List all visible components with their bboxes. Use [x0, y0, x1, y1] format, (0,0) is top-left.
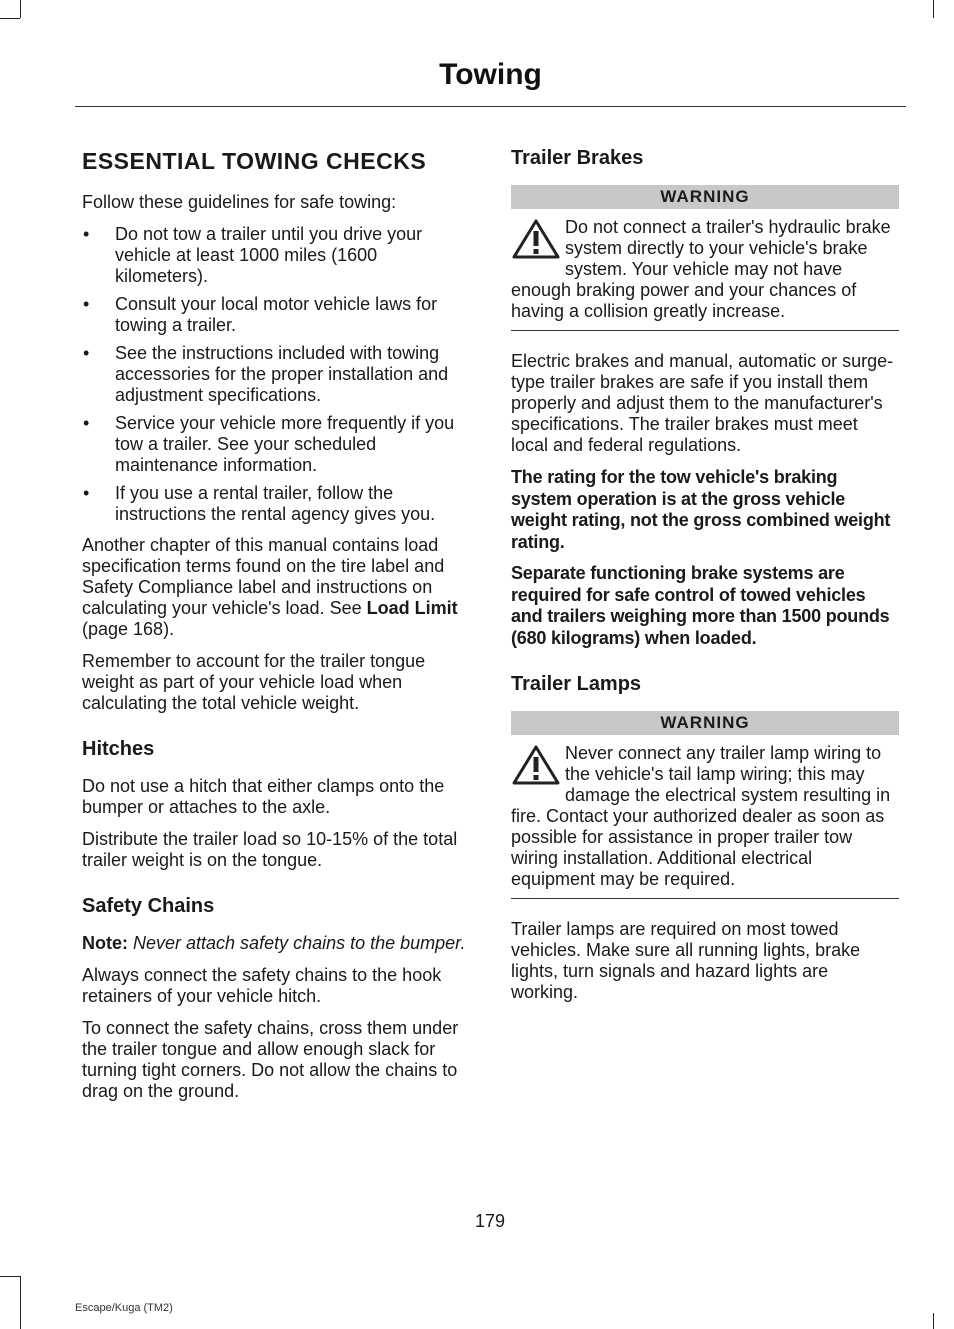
trailer-brakes-heading: Trailer Brakes	[511, 147, 644, 169]
list-item: • Consult your local motor vehicle laws for towing a trailer.	[83, 294, 438, 335]
list-item: • Service your vehicle more frequently if you tow a trailer. See your scheduled maintenance information.	[83, 413, 455, 475]
load-paragraph: Another chapter of this manual contains load specification terms found on the tire label and Safety Compliance label and instructions on calculating your vehicle's load. See Load Limit (page 168).	[82, 535, 458, 639]
bullet-icon: •	[83, 483, 90, 503]
hitches-paragraph: Distribute the trailer load so 10-15% of the total trailer weight is on the tongue.	[82, 829, 458, 870]
page-number: 179	[474, 1211, 506, 1231]
note-paragraph: Note: Never attach safety chains to the bumper.	[82, 933, 466, 953]
bullet-icon: •	[83, 343, 90, 363]
crop-mark	[20, 0, 21, 18]
warning-text: Never connect any trailer lamp wiring to the vehicle's tail lamp wiring; this may damage the electrical system resulting in fire. Contact your authorized dealer as soon as possible for assistance in proper trailer tow wiring installation. Additional electrical equipment may be required.	[511, 743, 899, 899]
warning-triangle-icon	[511, 217, 561, 261]
section-heading: ESSENTIAL TOWING CHECKS	[82, 148, 427, 174]
chains-paragraph: To connect the safety chains, cross them under the trailer tongue and allow enough slack for turning tight corners. Do not allow the chains to drag on the ground.	[82, 1018, 459, 1101]
warning-text: Do not connect a trailer's hydraulic brake system directly to your vehicle's brake system. Your vehicle may not have enough braking power and your chances of having a collision greatly increase.	[511, 217, 899, 331]
crop-mark	[20, 1276, 21, 1329]
brakes-rating-note: The rating for the tow vehicle's braking system operation is at the gross vehicle weight rating, not the gross combined weight rating.	[511, 467, 891, 552]
safety-chains-heading: Safety Chains	[82, 895, 215, 917]
brakes-separate-note: Separate functioning brake systems are required for safe control of towed vehicles and trailers weighing more than 1500 pounds (680 kilograms) when loaded.	[511, 563, 890, 648]
load-limit-link[interactable]: Load Limit	[366, 598, 458, 618]
guidelines-list	[82, 224, 472, 525]
crop-mark	[0, 18, 20, 19]
tongue-paragraph: Remember to account for the trailer tongue weight as part of your vehicle load when calculating the total vehicle weight.	[82, 651, 426, 713]
warning-banner: WARNING	[511, 711, 899, 735]
crop-mark	[933, 1313, 934, 1329]
model-label: Escape/Kuga (TM2)	[75, 1302, 173, 1314]
warning-triangle-icon	[511, 743, 561, 787]
hitches-paragraph: Do not use a hitch that either clamps onto the bumper or attaches to the axle.	[82, 776, 445, 817]
crop-mark	[0, 1276, 20, 1277]
bullet-icon: •	[83, 224, 90, 244]
hitches-heading: Hitches	[82, 738, 155, 760]
trailer-lamps-heading: Trailer Lamps	[511, 673, 642, 695]
list-item: • See the instructions included with towing accessories for the proper installation and adjustment specifications.	[83, 343, 449, 405]
bullet-icon: •	[83, 413, 90, 433]
title-divider	[75, 106, 906, 107]
intro-text: Follow these guidelines for safe towing:	[82, 192, 397, 212]
list-item: • Do not tow a trailer until you drive your vehicle at least 1000 miles (1600 kilometers).	[83, 224, 423, 286]
right-column	[511, 140, 899, 1014]
bullet-icon: •	[83, 294, 90, 314]
brakes-paragraph: Electric brakes and manual, automatic or surge-type trailer brakes are safe if you install them properly and adjust them to the manufacturer's specifications. The trailer brakes must meet local and federal regulations.	[511, 351, 894, 455]
list-item: • If you use a rental trailer, follow the instructions the rental agency gives you.	[83, 483, 436, 524]
chains-paragraph: Always connect the safety chains to the hook retainers of your vehicle hitch.	[82, 965, 442, 1006]
crop-mark	[933, 0, 934, 18]
lamps-paragraph: Trailer lamps are required on most towed vehicles. Make sure all running lights, brake lights, turn signals and hazard lights are working.	[511, 919, 861, 1002]
page-title: Towing	[439, 58, 542, 91]
left-column	[82, 140, 472, 1113]
warning-banner: WARNING	[511, 185, 899, 209]
